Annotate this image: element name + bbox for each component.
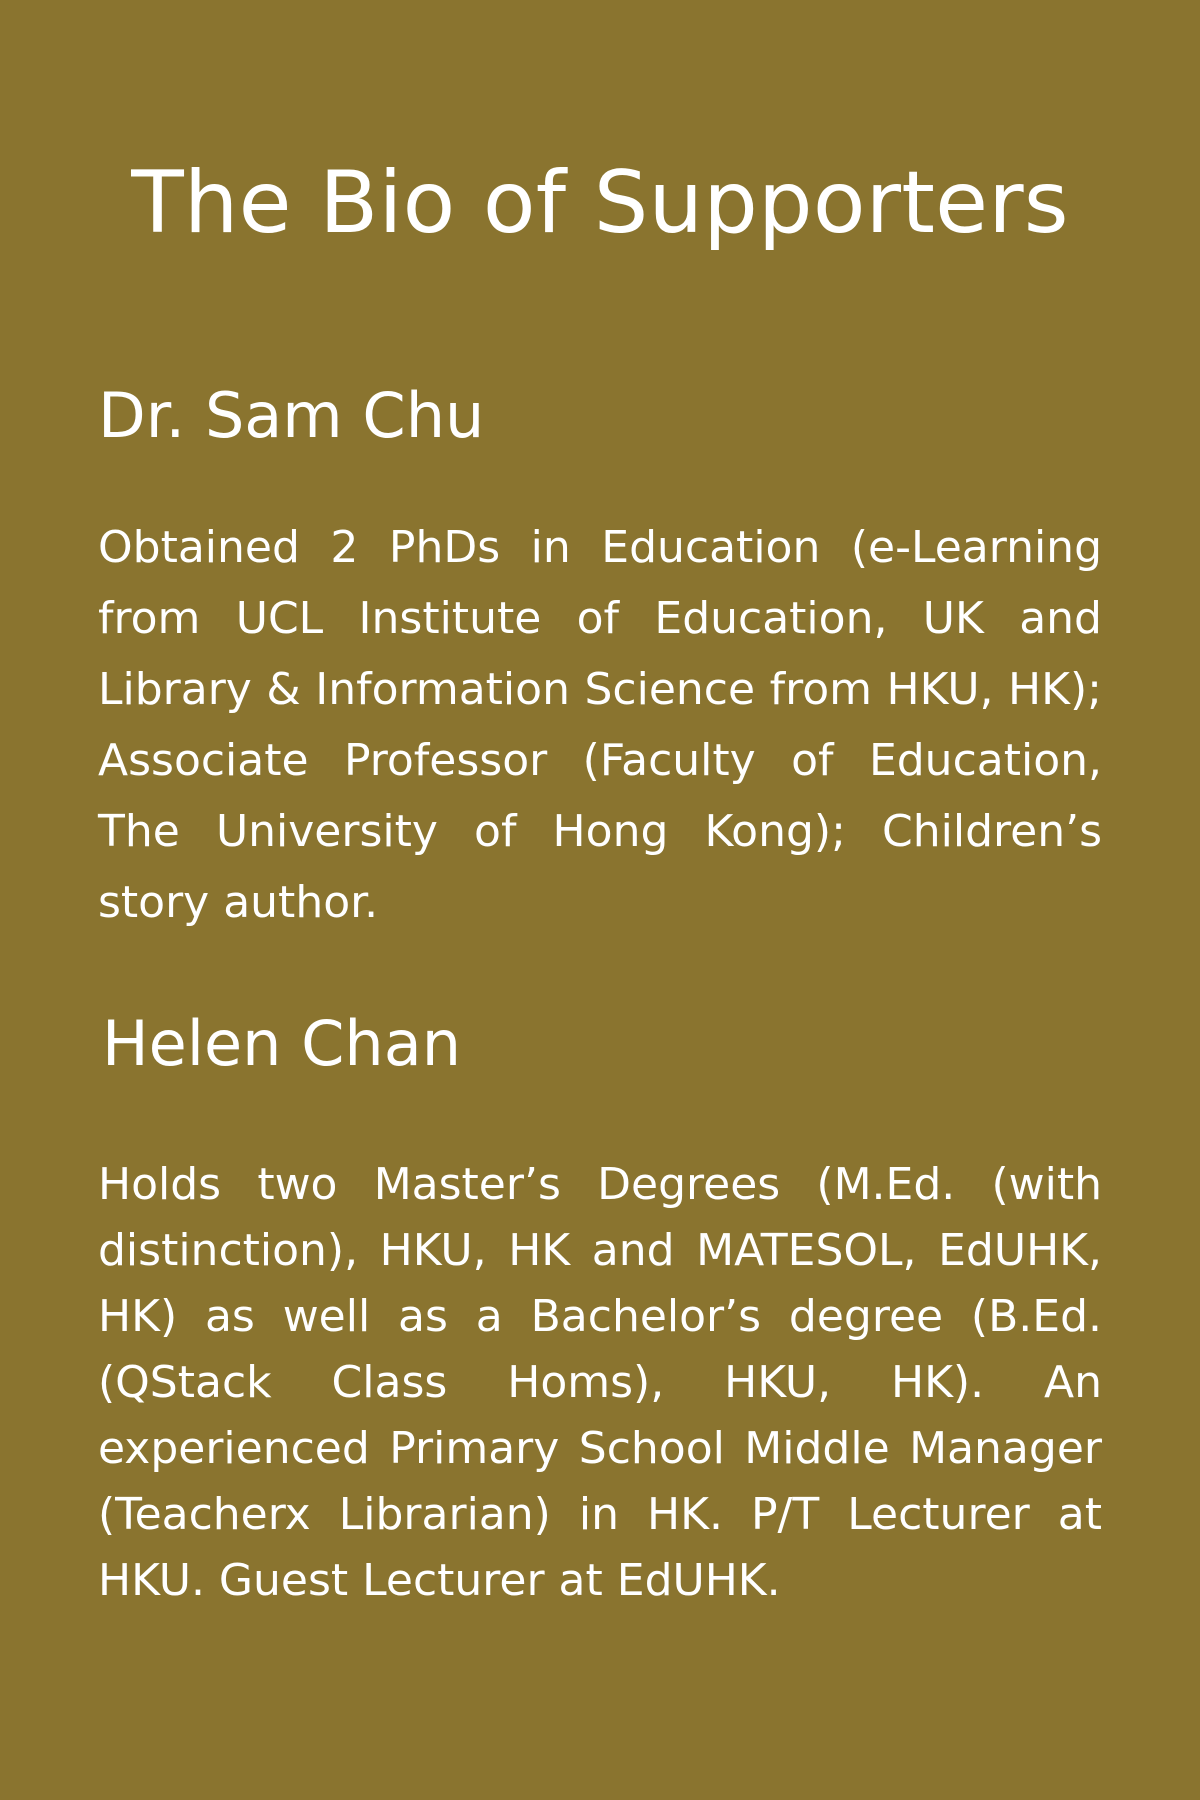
supporter-bio: Obtained 2 PhDs in Education (e-Learning from UCL Institute of Education, UK and Library & Information Science from HKU, HK); Associate Professor (Faculty of Education, The University of Hong Kong); Children’s story author.	[98, 522, 1102, 928]
supporter-name: Helen Chan	[102, 1007, 462, 1080]
supporter-card-sam-chu	[98, 379, 1102, 938]
supporter-name: Dr. Sam Chu	[98, 379, 485, 452]
supporter-card-helen-chan	[98, 1007, 1102, 1614]
supporter-bio: Holds two Master’s Degrees (M.Ed. (with distinction), HKU, HK and MATESOL, EdUHK, HK) as well as a Bachelor’s degree (B.Ed. (QStack Class Homs), HKU, HK). An experienced Primary School Middle Manager (Teacherx Librarian) in HK. P/T Lecturer at HKU. Guest Lecturer at EdUHK.	[98, 1159, 1102, 1606]
page-title: The Bio of Supporters	[131, 153, 1069, 253]
